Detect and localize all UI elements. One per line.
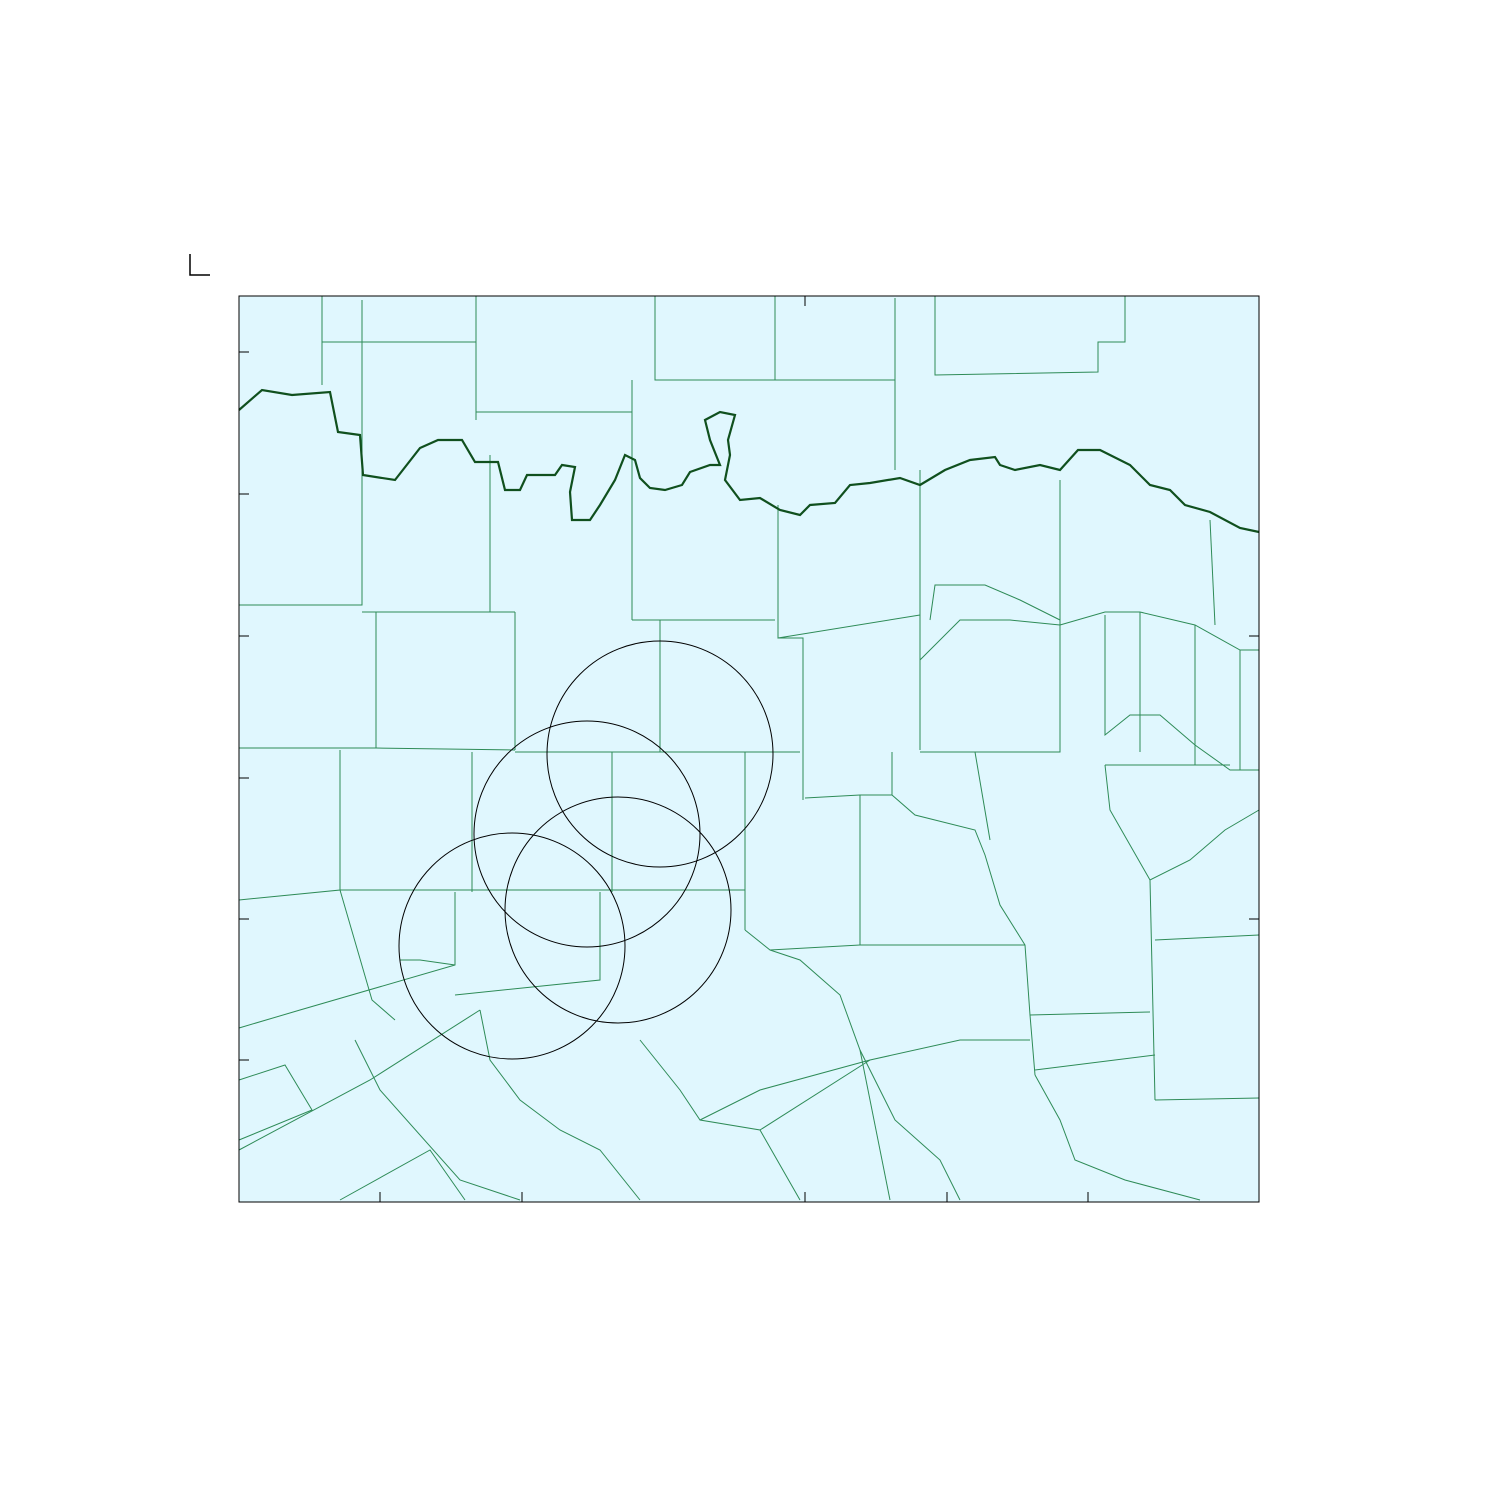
map-panel xyxy=(239,296,1259,1202)
reference-vector-icon xyxy=(190,254,210,275)
